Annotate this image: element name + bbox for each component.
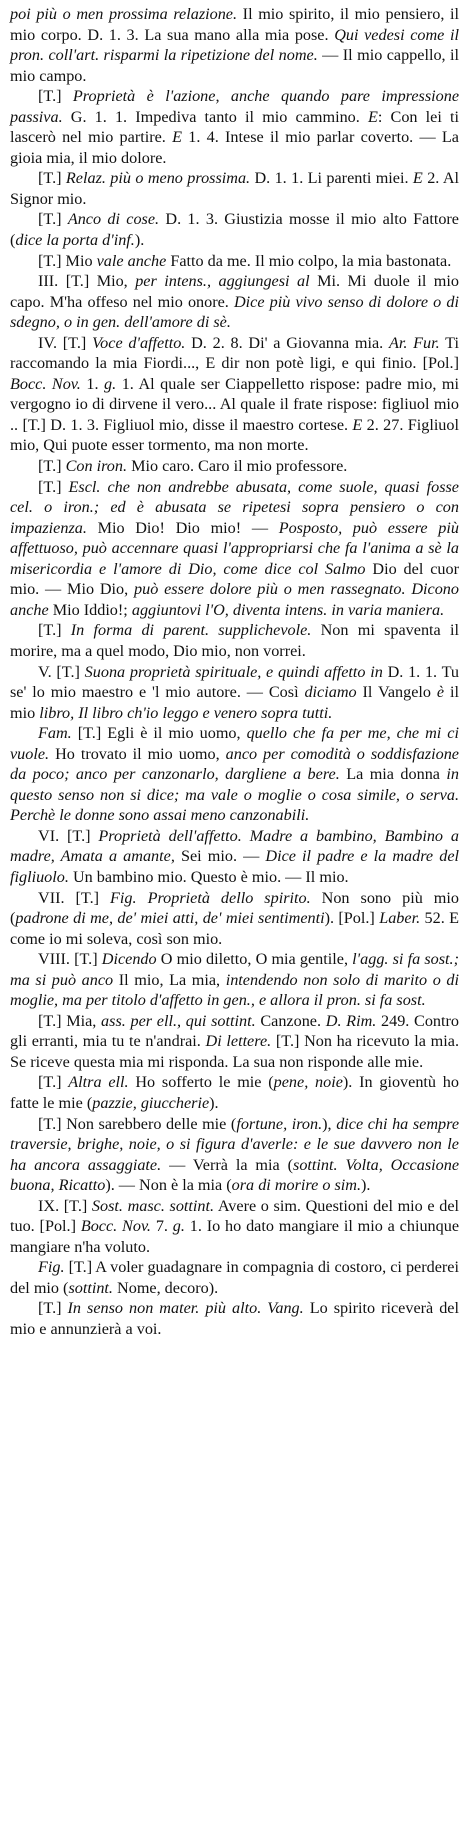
entry-paragraph — [10, 620, 459, 661]
entry-paragraph — [10, 271, 459, 333]
italic-text-run: Bocc. Nov. — [10, 374, 81, 393]
italic-text-run: l'agg. si fa sost.; ma si può anco — [10, 950, 459, 989]
text-run: D. 1. 1. Li parenti miei. — [250, 169, 413, 188]
italic-text-run: Proprietà è l'azione, anche quando pare impressione passiva. — [10, 87, 460, 126]
text-run: Il mio, La mia, — [113, 970, 226, 989]
italic-text-run: Di lettere. — [205, 1032, 272, 1051]
entry-paragraph — [10, 4, 459, 86]
text-run: 2. 27. Figliuol mio, Qui puote esser tormento, ma non morte. — [10, 415, 459, 455]
italic-text-run: Relaz. più o meno prossima. — [65, 169, 251, 188]
text-run: 7. — [150, 1217, 173, 1236]
italic-text-run: Fig. Proprietà dello spirito. — [110, 888, 311, 907]
italic-text-run: padrone di me, de' miei atti, de' miei sentimenti — [15, 909, 325, 928]
italic-text-run: D. Rim. — [325, 1011, 377, 1030]
text-run: Ho trovato il mio uomo, — [49, 744, 226, 763]
text-run: ). — Non è la mia ( — [105, 1176, 232, 1195]
text-run: VII. [T.] — [38, 888, 111, 907]
entry-paragraph — [10, 168, 459, 209]
italic-text-run: Dice più vivo senso di dolore o di sdegno, o in gen. dell'amore di sè. — [10, 292, 459, 332]
text-run: [T.] A voler guadagnare in compagnia di costoro, ci perderei del mio ( — [10, 1258, 459, 1297]
text-run: Ti raccomando la mia Fiordi..., E dir non potè ligi, e qui finio. [Pol.] — [10, 333, 459, 373]
text-run: Ho sofferto le mie ( — [128, 1073, 274, 1092]
entry-paragraph — [10, 477, 459, 621]
italic-text-run: Dicendo — [101, 950, 157, 969]
entry-paragraph — [10, 949, 459, 1011]
italic-text-run: sottint. Volta, Occasione buona, Ricatto — [10, 1155, 460, 1195]
text-run: O mio diletto, O mia gentile, — [156, 950, 353, 969]
text-run: Sei mio. — — [174, 847, 266, 866]
italic-text-run: aggiuntovi l'O, diventa intens. in varia maniera. — [131, 600, 445, 619]
italic-text-run: diciamo — [304, 683, 357, 702]
entry-paragraph — [10, 251, 459, 272]
text-run: Mio caro. Caro il mio professore. — [127, 457, 348, 476]
text-run: 1. 4. Intese il mio parlar coverto. — La gioia mia, il mio dolore. — [10, 128, 459, 167]
text-run: [T.] — [38, 210, 68, 229]
text-run: [T.] — [38, 477, 69, 496]
text-run: ). — [209, 1093, 219, 1112]
entry-paragraph — [10, 1298, 459, 1339]
text-run: [T.] Non sarebbero delle mie ( — [38, 1114, 237, 1133]
italic-text-run: Voce d'affetto. — [92, 333, 186, 352]
text-run: Non sono più mio ( — [10, 888, 459, 928]
text-run: [T.] Mia, — [38, 1011, 102, 1030]
italic-text-run: Bocc. Nov. — [80, 1217, 151, 1236]
italic-text-run: dice la porta d'inf. — [15, 231, 135, 250]
italic-text-run: Proprietà dell'affetto. Madre a bambino, Bambino a madre, Amata a amante, — [10, 826, 459, 866]
entry-paragraph — [10, 826, 459, 888]
text-run: Mi. Mi duole il mio capo. M'ha offeso nel mio onore. — [10, 272, 459, 311]
italic-text-run: Suona proprietà spirituale, e quindi affetto in — [84, 662, 383, 681]
italic-text-run: Fig. — [38, 1258, 65, 1277]
italic-text-run: Posposto, può essere più affettuoso, può accennare quasi l'appropriarsi che fa l'anima a sè la misericordia e l'amore di Dio, come dice col Salmo — [10, 518, 459, 578]
italic-text-run: Altra ell. — [68, 1073, 129, 1092]
text-run: — Verrà la mia ( — [161, 1155, 294, 1174]
entry-paragraph — [10, 888, 459, 950]
italic-text-run: E — [367, 107, 378, 126]
italic-text-run: pene, noie — [273, 1073, 343, 1092]
entry-paragraph — [10, 1114, 459, 1196]
text-run: Il Vangelo — [356, 683, 437, 702]
text-run: Un bambino mio. Questo è mio. — Il mio. — [68, 867, 349, 886]
text-run: Fatto da me. Il mio colpo, la mia bastonata. — [166, 251, 452, 270]
entry-paragraph — [10, 209, 459, 250]
italic-text-run: Dice il padre e la madre del figliuolo. — [10, 847, 459, 886]
text-run: [T.] — [38, 621, 71, 640]
text-run: [T.] — [38, 1073, 69, 1092]
text-run: La mia donna — [339, 765, 447, 784]
entry-paragraph — [10, 456, 459, 477]
text-run: [T.] — [38, 457, 66, 476]
entry-paragraph — [10, 86, 459, 168]
italic-text-run: in questo senso non si dice; ma vale o moglie o cosa simile, o serva. Perchè le donne sono assai meno canzonabili. — [10, 765, 459, 825]
text-run: ). — [361, 1176, 371, 1195]
italic-text-run: g. — [104, 374, 117, 393]
text-run: — Il mio cappello, il mio campo. — [10, 46, 460, 85]
italic-text-run: poi più o men prossima relazione. — [10, 5, 238, 23]
text-run: ). [Pol.] — [324, 909, 380, 928]
italic-text-run: g. — [172, 1217, 185, 1236]
text-run: [T.] Egli è il mio uomo, — [71, 724, 247, 743]
italic-text-run: è — [436, 683, 445, 702]
text-run: [T.] — [38, 1299, 68, 1318]
italic-text-run: ass. per ell., qui sottint. — [101, 1011, 256, 1030]
text-run: [T.] — [38, 169, 66, 188]
text-run: VI. [T.] — [38, 826, 99, 845]
text-run: Canzone. — [255, 1011, 326, 1030]
text-run: 1. Io ho dato mangiare il mio a chiunque mangiare n'ha voluto. — [10, 1217, 460, 1256]
text-run: Avere o sim. Questioni del mio e del tuo. [Pol.] — [10, 1196, 460, 1236]
entry-paragraph — [10, 1011, 459, 1073]
text-run: Il mio spirito, il mio pensiero, il mio corpo. D. 1. 3. La sua mano alla mia pose. — [10, 5, 460, 44]
entry-paragraph — [10, 333, 459, 456]
italic-text-run: Fam. — [38, 724, 72, 743]
text-run: D. 1. 3. Giustizia mosse il mio alto Fattore ( — [10, 210, 459, 250]
text-run: il mio — [10, 683, 459, 722]
entry-paragraph — [10, 1196, 459, 1258]
italic-text-run: fortune, iron. — [236, 1114, 323, 1133]
text-run: IX. [T.] — [38, 1196, 92, 1215]
italic-text-run: libro, Il libro ch'io leggo e venero sopra tutti. — [39, 703, 333, 722]
entry-paragraph — [10, 662, 459, 724]
text-run: 2. Al Signor mio. — [10, 169, 460, 208]
text-run: D. 2. 8. Di' a Giovanna mia. — [185, 333, 389, 352]
text-run: 1. — [80, 374, 105, 393]
text-run: ), — [322, 1114, 337, 1133]
entry-paragraph — [10, 723, 459, 826]
text-run: : Con lei ti lascerò nel mio partire. — [10, 107, 459, 147]
text-run: D. 1. 1. Tu se' lo mio maestro e 'l mio autore. — Così — [10, 662, 459, 702]
italic-text-run: può essere dolore più o men rassegnato. Dicono anche — [10, 580, 459, 619]
italic-text-run: E — [352, 415, 363, 434]
text-run: [T.] Non ha ricevuto la mia. Se riceve questa mia mi risponda. La sua non risponde alle mie. — [10, 1032, 459, 1071]
dictionary-entry-body — [10, 4, 459, 1340]
italic-text-run: ora di morire o sim. — [231, 1176, 362, 1195]
text-run: Non mi spaventa il morire, ma a quel modo, Dio mio, non vorrei. — [10, 621, 459, 660]
italic-text-run: per intens., aggiungesi al — [135, 272, 310, 291]
text-run: 249. Contro gli erranti, mia tu te n'andrai. — [10, 1011, 460, 1051]
italic-text-run: Escl. che non andrebbe abusata, come suole, quasi fosse cel. o iron.; ed è abusata se ripetesi sopra pensiero o con impazienza. — [10, 477, 459, 537]
italic-text-run: quello che fa per me, che mi ci vuole. — [10, 724, 459, 763]
italic-text-run: Laber. — [379, 909, 421, 928]
entry-paragraph — [10, 1257, 459, 1298]
italic-text-run: pazzie, giuccherie — [92, 1093, 210, 1112]
text-run: III. [T.] Mio, — [38, 272, 136, 291]
italic-text-run: E — [412, 169, 423, 188]
italic-text-run: Con iron. — [65, 457, 128, 476]
text-run: [T.] — [38, 87, 73, 106]
italic-text-run: Anco di cose. — [67, 210, 160, 229]
text-run: Mio Dio! Dio mio! — — [86, 518, 279, 537]
text-run: V. [T.] — [38, 662, 85, 681]
text-run: ). In gioventù ho fatte le mie ( — [10, 1073, 459, 1112]
text-run: Lo spirito riceverà del mio e annunzierà a voi. — [10, 1299, 459, 1338]
text-run: 52. E come io mi soleva, così son mio. — [10, 909, 459, 948]
italic-text-run: sottint. — [68, 1278, 113, 1297]
text-run: ). — [134, 231, 145, 250]
text-run: Dio del cuor mio. — Mio Dio, — [10, 559, 459, 599]
entry-paragraph — [10, 1072, 459, 1113]
text-run: Nome, decoro). — [112, 1278, 219, 1297]
italic-text-run: Qui vedesi come il pron. coll'art. risparmi la ripetizione del nome. — [10, 25, 460, 65]
italic-text-run: In forma di parent. supplichevole. — [70, 621, 312, 640]
italic-text-run: anco per comodità o soddisfazione da poco; anco per canzonarlo, dargliene a bere. — [10, 744, 459, 784]
italic-text-run: Ar. Fur. — [388, 333, 440, 352]
text-run: 1. Al quale ser Ciappelletto rispose: padre mio, mi vergogno io di dirvene il vero... Al quale il frate rispose: figliuol mio .. [T.] D. 1. 3. Figliuol mio, disse il maestro cortese. — [10, 374, 459, 434]
italic-text-run: intendendo non solo di marito o di moglie, ma per titolo d'affetto in gen., e allora il pron. si fa sost. — [10, 970, 460, 1010]
text-run: [T.] Mio — [38, 251, 97, 270]
italic-text-run: vale anche — [96, 251, 167, 270]
italic-text-run: Sost. masc. sottint. — [91, 1196, 215, 1215]
text-run: IV. [T.] — [38, 333, 93, 352]
text-run: Mio Iddio!; — [48, 600, 132, 619]
text-run: VIII. [T.] — [38, 950, 102, 969]
italic-text-run: dice chi ha sempre traversie, brighe, noie, o si figura d'averle: e le sue davvero non le ha ancora assaggiate. — [10, 1114, 460, 1174]
italic-text-run: In senso non mater. più alto. Vang. — [67, 1299, 304, 1318]
italic-text-run: E — [172, 128, 182, 147]
text-run: G. 1. 1. Impediva tanto il mio cammino. — [62, 107, 368, 126]
